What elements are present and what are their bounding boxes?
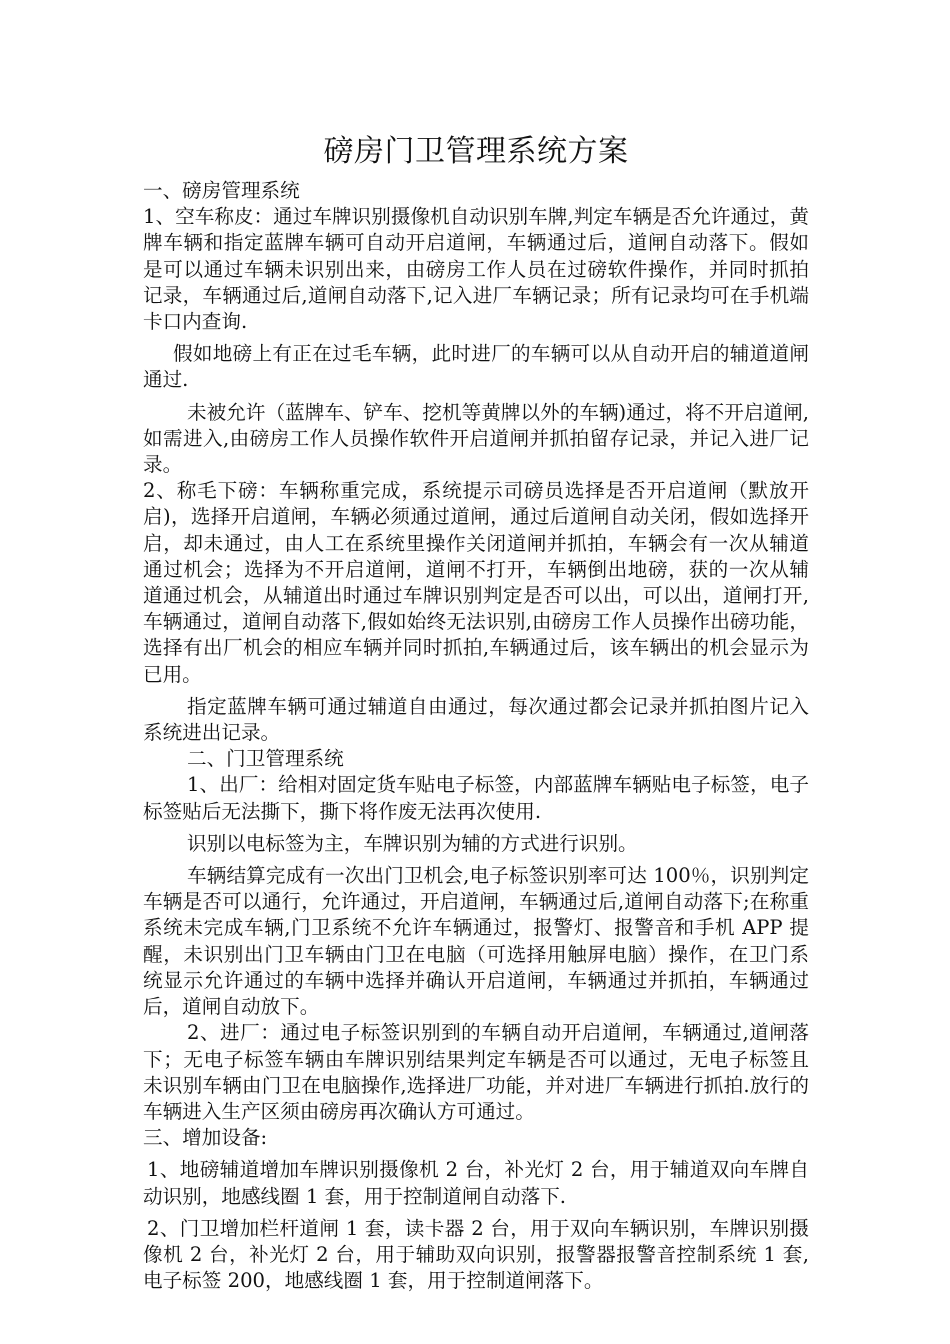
paragraph-empty-tare: 1、空车称皮：通过车牌识别摄像机自动识别车牌,判定车辆是否允许通过，黄牌车辆和指定蓝牌车辆可自动开启道闸，车辆通过后，道闸自动落下。假如是可以通过车辆未识别出来，由磅房工作人员在过磅软件操作，并同时抓拍记录，车辆通过后,道闸自动落下,记入进厂车辆记录；所有记录均可在手机端卡口内查询. — [143, 205, 809, 334]
paragraph-auxiliary-lane: 假如地磅上有正在过毛车辆，此时进厂的车辆可以从自动开启的辅道道闸通过. — [143, 342, 809, 392]
section-heading-equipment: 三、增加设备: — [143, 1126, 268, 1150]
paragraph-identification-method: 识别以电标签为主，车牌识别为辅的方式进行识别。 — [187, 831, 638, 855]
paragraph-exit: 1、出厂：给相对固定货车贴电子标签，内部蓝牌车辆贴电子标签，电子标签贴后无法撕下，撕下将作废无法再次使用. — [143, 773, 809, 823]
paragraph-blue-plate-vehicles: 指定蓝牌车辆可通过辅道自由通过，每次通过都会记录并抓拍图片记入系统进出记录。 — [143, 694, 809, 745]
document-title: 磅房门卫管理系统方案 — [323, 134, 629, 169]
section-heading-weighbridge: 一、磅房管理系统 — [143, 179, 300, 202]
paragraph-settlement-exit: 车辆结算完成有一次出门卫机会,电子标签识别率可达 100％，识别判定车辆是否可以通行，允许通过，开启道闸，车辆通过后,道闸自动落下;在称重系统未完成车辆,门卫系统不允许车辆通过，报警灯、报警音和手机 APP 提醒，未识别出门卫车辆由门卫在电脑（可选择用触屏电脑）操作，在卫门系统显示允许通过的车辆中选择并确认开启道闸，车辆通过并抓拍，车辆通过后，道闸自动放下。 — [143, 864, 809, 1019]
section-heading-gate: 二、门卫管理系统 — [187, 747, 344, 771]
paragraph-equipment-weighbridge: 1、地磅辅道增加车牌识别摄像机 2 台，补光灯 2 台，用于辅道双向车牌自动识别，地感线圈 1 套，用于控制道闸自动落下. — [143, 1158, 809, 1208]
paragraph-equipment-gate: 2、门卫增加栏杆道闸 1 套，读卡器 2 台，用于双向车辆识别，车牌识别摄像机 2 台，补光灯 2 台，用于辅助双向识别，报警器报警音控制系统 1 套,电子标签 200，地感线圈 1 套，用于控制道闸落下。 — [143, 1216, 809, 1293]
document-page — [143, 128, 809, 1294]
paragraph-gross-weighing: 2、称毛下磅：车辆称重完成，系统提示司磅员选择是否开启道闸（默放开启)，选择开启道闸，车辆必须通过道闸，通过后道闸自动关闭，假如选择开启，却未通过，由人工在系统里操作关闭道闸并抓拍，车辆会有一次从辅道通过机会；选择为不开启道闸，道闸不打开，车辆倒出地磅，获的一次从辅道通过机会，从辅道出时通过车牌识别判定是否可以出，可以出，道闸打开,车辆通过，道闸自动落下,假如始终无法识别,由磅房工作人员操作出磅功能，选择有出厂机会的相应车辆并同时抓拍,车辆通过后，该车辆出的机会显示为已用。 — [143, 479, 809, 686]
paragraph-not-allowed: 未被允许（蓝牌车、铲车、挖机等黄牌以外的车辆)通过，将不开启道闸,如需进入,由磅房工作人员操作软件开启道闸并抓拍留存记录，并记入进厂记录。 — [143, 400, 809, 477]
paragraph-entry: 2、进厂：通过电子标签识别到的车辆自动开启道闸，车辆通过,道闸落下；无电子标签车辆由车牌识别结果判定车辆是否可以通过，无电子标签且未识别车辆由门卫在电脑操作,选择进厂功能，并对进厂车辆进行抓拍.放行的车辆进入生产区须由磅房再次确认方可通过。 — [143, 1021, 809, 1123]
